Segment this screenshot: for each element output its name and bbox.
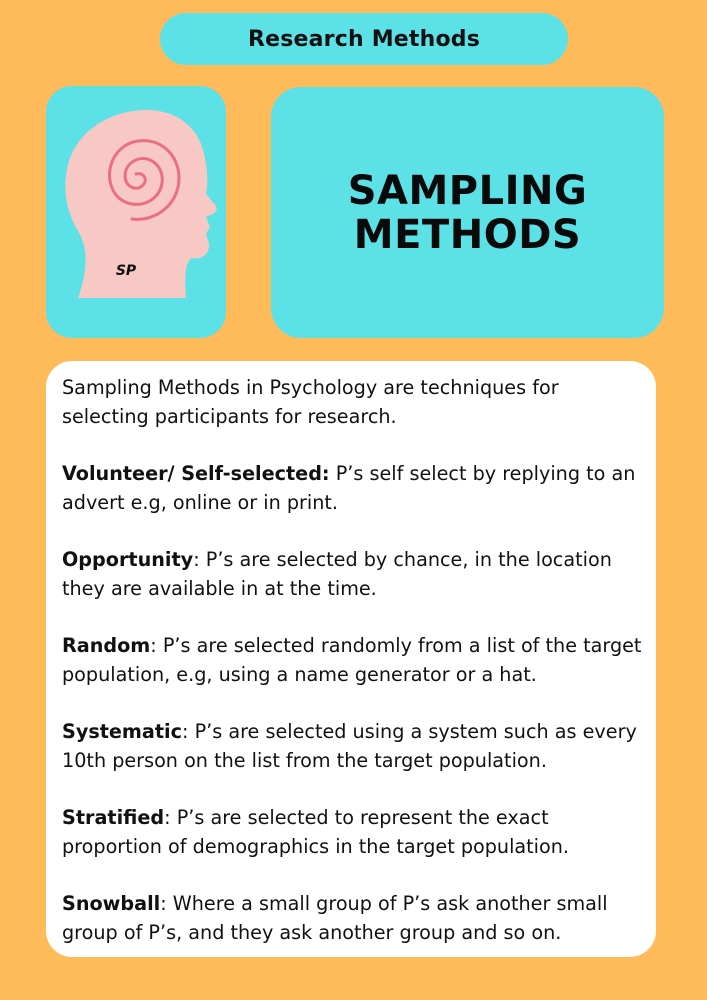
- method-term: Systematic: [62, 720, 182, 743]
- heading-line-2: METHODS: [353, 211, 582, 258]
- heading-card: [271, 87, 664, 338]
- method-random: [62, 631, 646, 689]
- method-term: Snowball: [62, 892, 161, 915]
- method-term: Volunteer/ Self-selected:: [62, 462, 330, 485]
- method-term: Opportunity: [62, 548, 194, 571]
- logo-card: [46, 86, 226, 338]
- method-description: : P’s are selected using a system such as every 10th person on the list from the target population.: [62, 720, 637, 772]
- method-stratified: [62, 803, 646, 861]
- heading-line-1: SAMPLING: [347, 167, 588, 214]
- method-snowball: [62, 889, 646, 947]
- head-spiral-logo-icon: [46, 86, 226, 338]
- content-panel: [46, 361, 656, 957]
- method-opportunity: [62, 545, 646, 603]
- method-term: Random: [62, 634, 151, 657]
- logo-initials: SP: [115, 263, 137, 279]
- method-description: : P’s are selected by chance, in the location they are available in at the time.: [62, 548, 612, 600]
- page-title: Research Methods: [247, 26, 481, 52]
- intro-paragraph: Sampling Methods in Psychology are techniques for selecting participants for research.: [62, 376, 559, 428]
- method-term: Stratified: [62, 806, 165, 829]
- method-description: : P’s are selected to represent the exact proportion of demographics in the target population.: [62, 806, 570, 858]
- method-volunteer: [62, 459, 646, 517]
- method-description: : Where a small group of P’s ask another small group of P’s, and they ask another group and so on.: [62, 892, 608, 944]
- method-description: : P’s are selected randomly from a list of the target population, e.g, using a name generator or a hat.: [62, 634, 642, 686]
- page-title-pill: [160, 13, 568, 65]
- method-description: P’s self select by replying to an advert e.g, online or in print.: [62, 462, 636, 514]
- method-systematic: [62, 717, 646, 775]
